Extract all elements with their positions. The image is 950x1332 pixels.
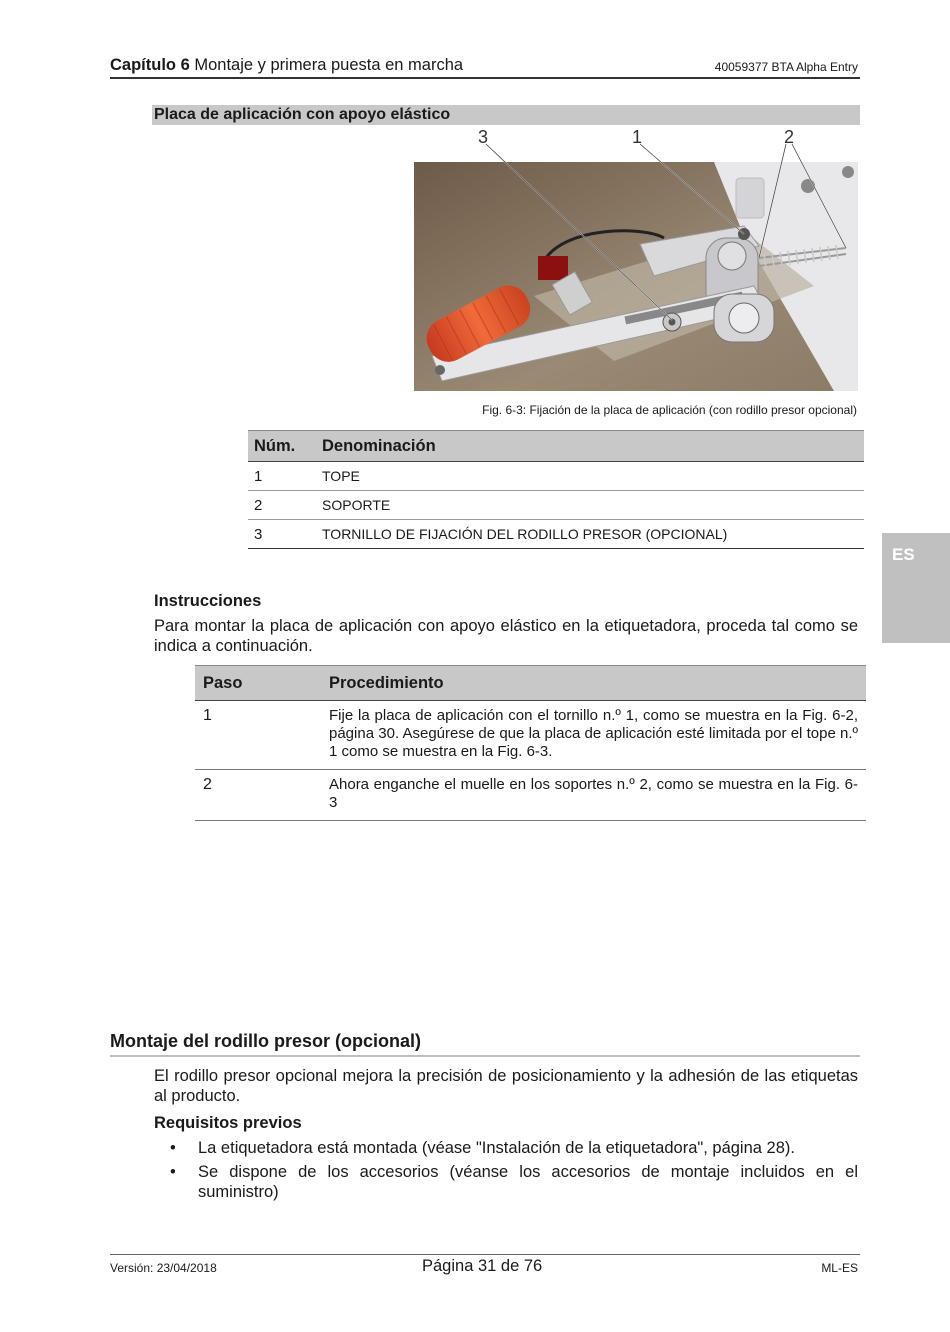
section-paragraph: El rodillo presor opcional mejora la precisión de posicionamiento y la adhesión de las etiquetas al producto. <box>154 1067 858 1105</box>
parts-table-header <box>248 431 864 462</box>
header-num: Núm. <box>248 431 316 462</box>
section-divider <box>110 1055 860 1057</box>
page-number: Página 31 de 76 <box>422 1257 543 1275</box>
footer-divider <box>110 1254 860 1255</box>
section-title-placa: Placa de aplicación con apoyo elástico <box>152 105 860 125</box>
doc-code: ML-ES <box>821 1261 858 1275</box>
steps-table <box>195 665 866 821</box>
bullet-icon: • <box>170 1163 176 1181</box>
header-divider <box>110 77 860 79</box>
bullet-icon: • <box>170 1139 176 1157</box>
step-procedure: Fije la placa de aplicación con el tornillo n.º 1, como se muestra en la Fig. 6-2, página 30. Asegúrese de que la placa de aplicación esté limitada por el tope n.º 1 como se muestra en la Fig. 6-3. <box>321 701 866 770</box>
part-name: SOPORTE <box>316 491 864 520</box>
chapter-label: Capítulo 6 <box>110 56 190 74</box>
step-number: 1 <box>195 701 321 770</box>
chapter-title: Montaje y primera puesta en marcha <box>194 56 464 74</box>
requirements-list <box>154 1138 858 1206</box>
version-label: Versión: 23/04/2018 <box>110 1261 217 1275</box>
callout-3: 3 <box>478 127 489 147</box>
step-number: 2 <box>195 770 321 821</box>
instructions-heading: Instrucciones <box>154 592 262 610</box>
instructions-text: Para montar la placa de aplicación con apoyo elástico en la etiquetadora, proceda tal como se indica a continuación. <box>154 617 858 655</box>
list-item <box>154 1162 858 1202</box>
requirement-text: Se dispone de los accesorios (véanse los accesorios de montaje incluidos en el suministro) <box>198 1163 858 1201</box>
language-tab: ES <box>882 533 950 643</box>
requirements-heading: Requisitos previos <box>154 1114 302 1132</box>
figure-caption: Fig. 6-3: Fijación de la placa de aplicación (con rodillo presor opcional) <box>482 403 857 417</box>
parts-table <box>248 430 864 549</box>
part-name: TOPE <box>316 462 864 491</box>
part-name: TORNILLO DE FIJACIÓN DEL RODILLO PRESOR (OPCIONAL) <box>316 520 864 549</box>
callout-1: 1 <box>632 127 643 147</box>
doc-id: 40059377 BTA Alpha Entry <box>714 60 858 74</box>
part-number: 1 <box>248 462 316 491</box>
requirement-text: La etiquetadora está montada (véase "Instalación de la etiquetadora", página 28). <box>198 1139 795 1157</box>
part-number: 3 <box>248 520 316 549</box>
table-row <box>248 520 864 549</box>
header-paso: Paso <box>195 666 321 701</box>
header-denominacion: Denominación <box>316 431 864 462</box>
table-row <box>248 462 864 491</box>
header-procedimiento: Procedimiento <box>321 666 866 701</box>
table-row <box>248 491 864 520</box>
section-title-rodillo: Montaje del rodillo presor (opcional) <box>110 1031 422 1051</box>
step-procedure: Ahora enganche el muelle en los soportes n.º 2, como se muestra en la Fig. 6-3 <box>321 770 866 821</box>
part-number: 2 <box>248 491 316 520</box>
figure-photo-application-plate <box>414 126 858 391</box>
page-header-chapter <box>110 56 463 75</box>
table-row <box>195 770 866 821</box>
table-row <box>195 701 866 770</box>
steps-table-header <box>195 666 866 701</box>
callout-2: 2 <box>784 127 795 147</box>
list-item <box>154 1138 858 1158</box>
